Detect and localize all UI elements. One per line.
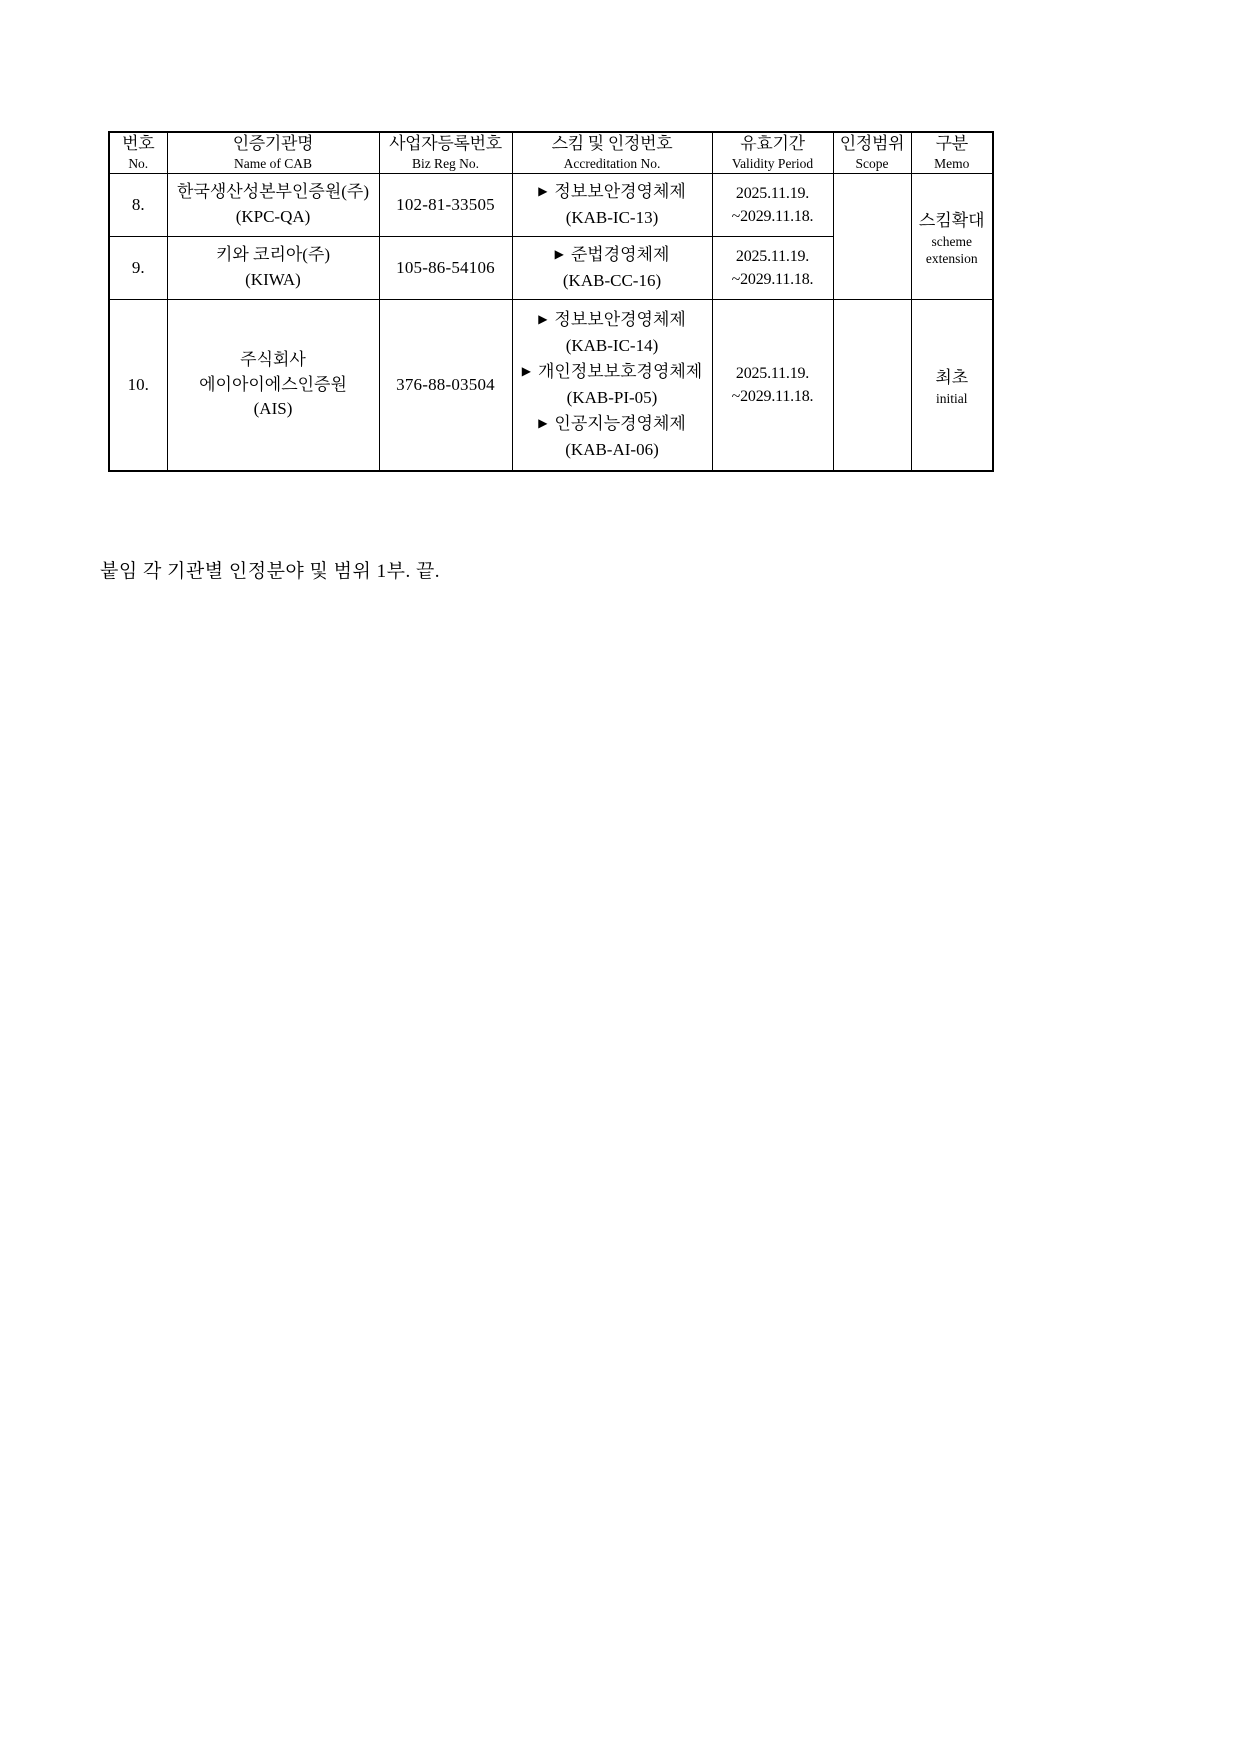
column-header-memo-en: Memo bbox=[934, 156, 970, 172]
cell-no: 8. bbox=[109, 174, 167, 237]
scheme-name: 개인정보보호경영체제 bbox=[538, 362, 703, 382]
cell-no: 10. bbox=[109, 300, 167, 472]
column-header-no-en: No. bbox=[128, 156, 149, 172]
column-header-biz-ko: 사업자등록번호 bbox=[389, 134, 502, 153]
cell-scope bbox=[833, 300, 911, 472]
cell-scheme-list bbox=[512, 174, 712, 237]
column-header-biz-en: Biz Reg No. bbox=[411, 156, 480, 172]
cab-name-line2: (KIWA) bbox=[245, 270, 301, 290]
triangle-bullet-icon: ▶ bbox=[538, 416, 548, 431]
column-header-scope bbox=[833, 132, 911, 174]
scheme-name: 정보보안경영체제 bbox=[554, 182, 686, 202]
cell-cab-name bbox=[167, 300, 379, 472]
column-header-no-ko: 번호 bbox=[122, 134, 155, 153]
triangle-bullet-icon: ▶ bbox=[538, 184, 548, 199]
triangle-bullet-icon: ▶ bbox=[538, 312, 548, 327]
column-header-memo bbox=[911, 132, 993, 174]
cab-name-line1: 키와 코리아(주) bbox=[215, 245, 331, 265]
scheme-line bbox=[513, 359, 712, 385]
cell-cab-name bbox=[167, 237, 379, 300]
scheme-line bbox=[513, 242, 712, 268]
cell-biz-reg-no: 102-81-33505 bbox=[379, 174, 512, 237]
cab-name-line2: 에이아이에스인증원 bbox=[199, 374, 347, 394]
scheme-item bbox=[513, 411, 712, 462]
table-row bbox=[109, 300, 993, 472]
cab-name-line2: (KPC-QA) bbox=[235, 207, 311, 227]
column-header-no bbox=[109, 132, 167, 174]
scheme-line bbox=[513, 411, 712, 437]
cell-biz-reg-no: 105-86-54106 bbox=[379, 237, 512, 300]
column-header-scheme-ko: 스킴 및 인정번호 bbox=[551, 134, 673, 153]
column-header-name-ko: 인증기관명 bbox=[232, 134, 314, 153]
column-header-name-en: Name of CAB bbox=[234, 156, 312, 172]
cell-memo bbox=[911, 174, 993, 300]
validity-end: ~2029.11.18. bbox=[731, 271, 814, 289]
attachment-note: 붙임 각 기관별 인정분야 및 범위 1부. 끝. bbox=[100, 561, 441, 582]
cell-memo bbox=[911, 300, 993, 472]
cell-scope bbox=[833, 174, 911, 300]
scheme-code: (KAB-IC-14) bbox=[565, 335, 659, 355]
cell-biz-reg-no: 376-88-03504 bbox=[379, 300, 512, 472]
column-header-name bbox=[167, 132, 379, 174]
cell-cab-name bbox=[167, 174, 379, 237]
scheme-code: (KAB-IC-13) bbox=[565, 207, 659, 227]
cell-validity bbox=[712, 300, 833, 472]
triangle-bullet-icon: ▶ bbox=[521, 364, 531, 379]
column-header-validity-en: Validity Period bbox=[731, 156, 814, 172]
cab-name-line1: 한국생산성본부인증원(주) bbox=[177, 182, 369, 202]
scheme-item bbox=[513, 359, 712, 410]
column-header-biz bbox=[379, 132, 512, 174]
column-header-scheme-en: Accreditation No. bbox=[563, 156, 661, 172]
table-header-row bbox=[109, 132, 993, 174]
cell-validity bbox=[712, 174, 833, 237]
validity-start: 2025.11.19. bbox=[735, 184, 810, 202]
scheme-name: 인공지능경영체제 bbox=[554, 414, 686, 434]
column-header-validity-ko: 유효기간 bbox=[740, 134, 805, 153]
cell-scheme-list bbox=[512, 300, 712, 472]
scheme-item bbox=[513, 179, 712, 230]
triangle-bullet-icon: ▶ bbox=[554, 247, 564, 262]
validity-start: 2025.11.19. bbox=[735, 247, 810, 265]
cell-validity bbox=[712, 237, 833, 300]
cell-scheme-list bbox=[512, 237, 712, 300]
scheme-code: (KAB-PI-05) bbox=[566, 387, 658, 407]
scheme-code: (KAB-CC-16) bbox=[562, 270, 662, 290]
validity-end: ~2029.11.18. bbox=[731, 208, 814, 226]
memo-ko: 스킴확대 bbox=[918, 210, 985, 230]
scheme-code: (KAB-AI-06) bbox=[565, 439, 659, 459]
cab-name-line3: (AIS) bbox=[253, 399, 293, 419]
cell-no: 9. bbox=[109, 237, 167, 300]
scheme-name: 준법경영체제 bbox=[570, 245, 670, 265]
memo-en-line2: extension bbox=[925, 250, 978, 266]
memo-en-line1: initial bbox=[936, 390, 968, 406]
scheme-line bbox=[513, 179, 712, 205]
column-header-validity bbox=[712, 132, 833, 174]
scheme-name: 정보보안경영체제 bbox=[554, 310, 686, 330]
validity-end: ~2029.11.18. bbox=[731, 388, 814, 406]
accreditation-table-container bbox=[108, 131, 992, 472]
column-header-memo-ko: 구분 bbox=[935, 134, 968, 153]
column-header-scheme bbox=[512, 132, 712, 174]
cab-name-line1: 주식회사 bbox=[240, 350, 306, 370]
scheme-line bbox=[513, 307, 712, 333]
memo-en-line1: scheme bbox=[931, 233, 972, 249]
table-row bbox=[109, 174, 993, 237]
column-header-scope-ko: 인정범위 bbox=[839, 134, 905, 153]
column-header-scope-en: Scope bbox=[855, 156, 889, 172]
table-body bbox=[109, 174, 993, 472]
scheme-item bbox=[513, 242, 712, 293]
validity-start: 2025.11.19. bbox=[735, 364, 810, 382]
scheme-item bbox=[513, 307, 712, 358]
table-header bbox=[109, 132, 993, 174]
memo-ko: 최초 bbox=[935, 367, 969, 387]
accreditation-table bbox=[108, 131, 994, 472]
